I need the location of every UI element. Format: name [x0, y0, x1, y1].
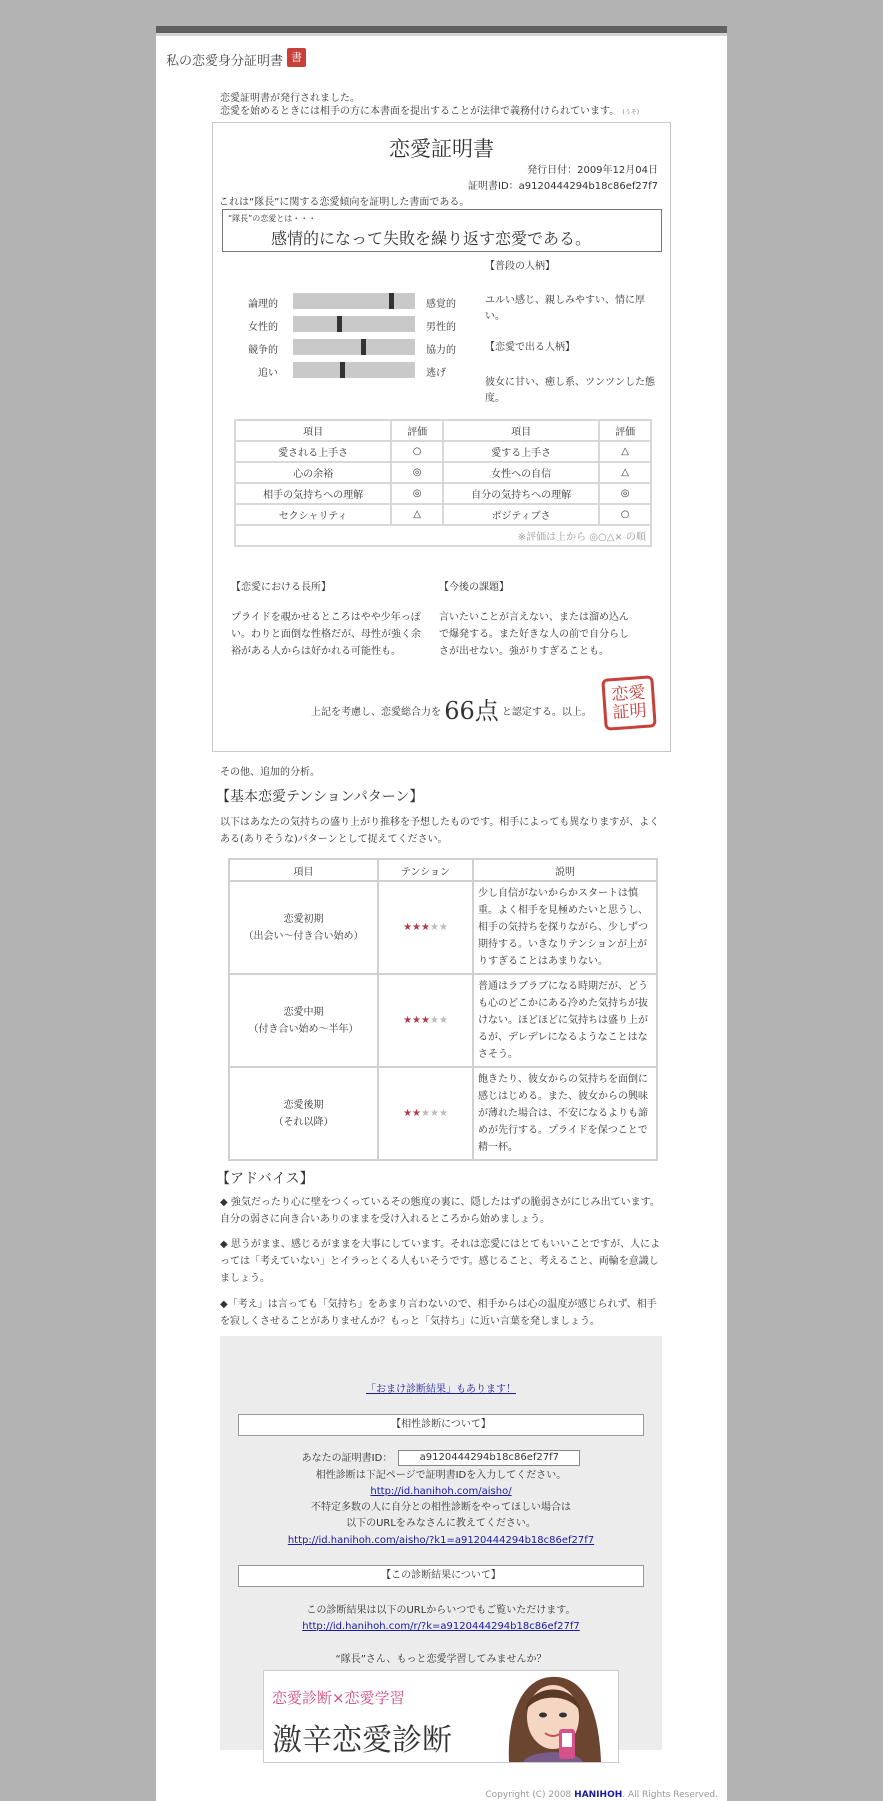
- trait-marker: [361, 339, 366, 355]
- evaluation-rating: ○: [391, 441, 443, 462]
- intro-line-2: [220, 105, 639, 119]
- trait-slider-row: [213, 339, 473, 357]
- diagnosis-banner[interactable]: [263, 1670, 619, 1763]
- evaluation-item: 女性への自信: [443, 462, 599, 483]
- tension-item: [229, 1067, 378, 1160]
- star-icon: ★: [412, 922, 422, 933]
- task-text: 言いたいことが言えない、または溜め込んで爆発する。また好きな人の前で自分らしさが出せない。強がりすぎることも。: [439, 612, 629, 657]
- persona-normal-text: ユルい感じ、親しみやすい、情に厚い。: [485, 295, 645, 322]
- compat-url-wrap: [220, 1484, 662, 1500]
- tension-desc: 少し自信がないからかスタートは慎重。よく相手を見極めたいと思うし、相手の気持ちを探りながら、少しずつ期待する。いきなりテンションが上がりすぎることはあまりない。: [473, 881, 657, 974]
- star-icon: ★: [421, 1108, 430, 1119]
- persona-normal-heading: 【普段の人柄】: [485, 261, 555, 272]
- evaluation-rating: ◎: [599, 483, 651, 504]
- trait-marker: [340, 362, 345, 378]
- summary-box: [222, 209, 662, 252]
- certificate-id: 証明書ID：a9120444294b18c86ef27f7: [468, 181, 658, 192]
- trait-right-label: 感覚的: [426, 299, 456, 310]
- star-icon: ★: [412, 1015, 422, 1026]
- intro-line-2-text: 恋愛を始めるときには相手の方に本書面を提出することが法律で義務付けられています。: [220, 106, 620, 117]
- certificate-id-field[interactable]: a9120444294b18c86ef27f7: [398, 1450, 580, 1466]
- trait-bar: [293, 293, 415, 309]
- compat-box-title: 【相性診断について】: [238, 1414, 644, 1436]
- eval-header-rating: 評価: [391, 420, 443, 441]
- evaluation-row: [235, 483, 651, 504]
- trait-right-label: 協力的: [426, 345, 456, 356]
- tension-phase: 恋愛初期: [283, 913, 324, 925]
- result-url-wrap: [220, 1619, 662, 1635]
- evaluation-row: [235, 504, 651, 525]
- intro-note: (うそ): [622, 109, 640, 116]
- eval-header-item: 項目: [235, 420, 391, 441]
- evaluation-row: [235, 441, 651, 462]
- tension-header-tension: テンション: [378, 859, 473, 881]
- trait-marker: [337, 316, 342, 332]
- tension-desc: 普通はラブラブになる時期だが、どうも心のどこかにある冷めた気持ちが抜けない。ほどほどに気持ちは盛り上がるが、デレデレになるようなことはなさそう。: [473, 974, 657, 1067]
- star-icon: ★: [438, 1108, 448, 1119]
- advice-2: ◆ 思うがまま、感じるがままを大事にしています。それは恋愛にはとてもいいことですが、人によっては「考えていない」とイラっとくる人もいそうです。感じること、考えること、両輪を意識しましょう。: [220, 1239, 661, 1284]
- site-title[interactable]: 私の恋愛身分証明書: [166, 54, 284, 69]
- footer-brand-link[interactable]: HANIHOH: [574, 1790, 623, 1800]
- evaluation-rating: ◎: [391, 483, 443, 504]
- compat-line-2: 不特定多数の人に自分との相性診断をやってほしい場合は: [311, 1502, 571, 1513]
- footer-pre: Copyright (C) 2008: [485, 1790, 575, 1800]
- trait-left-label: 女性的: [248, 322, 278, 333]
- star-icon: ★: [403, 922, 413, 933]
- evaluation-item: セクシャリティ: [235, 504, 391, 525]
- evaluation-rating: ○: [599, 504, 651, 525]
- trait-right-label: 逃げ: [426, 368, 446, 379]
- tension-phase: 恋愛後期: [283, 1099, 324, 1111]
- footer-post: . All Rights Reserved.: [622, 1790, 718, 1800]
- advice-3: ◆「考え」は言っても「気持ち」をあまり言わないので、相手からは心の温度が感じられず、相手を寂しくさせることがありませんか？もっと「気持ち」に近い言葉を発しましょう。: [220, 1299, 657, 1327]
- persona-love-text: 彼女に甘い、癒し系、ツンツンした態度。: [485, 377, 655, 404]
- tension-header-row: [229, 859, 657, 881]
- tension-phase: 恋愛中期: [283, 1006, 324, 1018]
- evaluation-table: [234, 419, 652, 547]
- bonus-panel: [220, 1336, 662, 1758]
- intro-line-1: 恋愛証明書が発行されました。: [220, 93, 360, 104]
- tension-period: （それ以降）: [273, 1116, 334, 1128]
- star-icon: ★: [403, 1108, 413, 1119]
- evaluation-item: 愛される上手さ: [235, 441, 391, 462]
- eval-header-item: 項目: [443, 420, 599, 441]
- trait-marker: [389, 293, 394, 309]
- evaluation-rating: △: [599, 441, 651, 462]
- summary-text: 感情的になって失敗を繰り返す恋愛である。: [271, 229, 592, 248]
- tension-header-desc: 説明: [473, 859, 657, 881]
- star-icon: ★: [421, 922, 430, 933]
- banner-line-2: 激辛恋愛診断: [272, 1723, 452, 1758]
- intro-text: [220, 92, 639, 119]
- trait-left-label: 競争的: [248, 345, 278, 356]
- summary-label: “隊長”の恋愛とは・・・: [228, 214, 317, 223]
- result-line: この診断結果は以下のURLからいつでもご覧いただけます。: [306, 1605, 576, 1616]
- evaluation-header-row: [235, 420, 651, 441]
- tension-item: [229, 881, 378, 974]
- star-icon: ★: [421, 1015, 430, 1026]
- tension-row: [229, 974, 657, 1067]
- evaluation-note: ※評価は上から ◎○△× の順: [235, 525, 651, 546]
- trait-slider-row: [213, 316, 473, 334]
- tension-header-item: 項目: [229, 859, 378, 881]
- result-url-link[interactable]: http://id.hanihoh.com/r/?k=a9120444294b18c86ef27f7: [302, 1621, 580, 1632]
- id-label: あなたの証明書ID：: [301, 1453, 393, 1464]
- bonus-link-wrap: [220, 1382, 662, 1398]
- pattern-intro: 以下はあなたの気持ちの盛り上がり推移を予想したものです。相手によっても異なりますが、よくある(ありそうな)パターンとして捉えてください。: [220, 817, 660, 845]
- tension-period: （付き合い始め～半年）: [248, 1023, 359, 1035]
- strength-heading: 【恋愛における長所】: [231, 582, 331, 593]
- advice-heading: 【アドバイス】: [216, 1171, 314, 1187]
- compat-url2-wrap: [220, 1533, 662, 1549]
- tension-row: [229, 881, 657, 974]
- evaluation-rating: ◎: [391, 462, 443, 483]
- tension-period: （出会い～付き合い始め）: [243, 930, 364, 942]
- persona-love-heading: 【恋愛で出る人柄】: [485, 342, 575, 353]
- result-box-title: 【この診断結果について】: [238, 1565, 644, 1587]
- footer: [156, 1790, 718, 1800]
- strength-text: プライドを覗かせるところはやや少年っぽい。わりと面倒な性格だが、母性が強く余裕がある人からは好かれる可能性も。: [231, 612, 421, 657]
- site-stamp-icon: 書: [287, 48, 306, 67]
- star-icon: ★: [429, 1015, 439, 1026]
- trait-left-label: 追い: [258, 368, 278, 379]
- evaluation-note-row: [235, 525, 651, 546]
- banner-line-1: 恋愛診断×恋愛学習: [272, 1689, 405, 1707]
- eval-header-rating: 評価: [599, 420, 651, 441]
- bonus-result-link[interactable]: 「おまけ診断結果」もあります！: [366, 1384, 516, 1395]
- trait-slider-row: [213, 293, 473, 311]
- total-points: 66点: [444, 697, 499, 725]
- evaluation-item: 心の余裕: [235, 462, 391, 483]
- evaluation-item: 相手の気持ちへの理解: [235, 483, 391, 504]
- tension-row: [229, 1067, 657, 1160]
- trait-slider-row: [213, 362, 473, 380]
- total-pre: 上記を考慮し、恋愛総合力を: [311, 707, 441, 718]
- evaluation-item: ポジティブさ: [443, 504, 599, 525]
- tension-stars: [378, 1067, 473, 1160]
- tension-table: [228, 858, 658, 1161]
- certificate-stamp: 恋愛証明: [601, 675, 657, 731]
- compat-url-link[interactable]: http://id.hanihoh.com/aisho/: [370, 1486, 512, 1497]
- star-icon: ★: [412, 1108, 422, 1119]
- top-bar: [156, 26, 727, 33]
- tension-stars: [378, 881, 473, 974]
- star-icon: ★: [438, 1015, 448, 1026]
- compat-url2-link[interactable]: http://id.hanihoh.com/aisho/?k1=a9120444294b18c86ef27f7: [287, 1535, 595, 1546]
- pattern-heading: 【基本恋愛テンションパターン】: [216, 789, 424, 805]
- star-icon: ★: [429, 922, 439, 933]
- task-heading: 【今後の課題】: [439, 582, 509, 593]
- learning-invite: “隊長”さん、もっと恋愛学習してみませんか？: [335, 1654, 547, 1665]
- total-post: と認定する。以上。: [501, 707, 592, 718]
- top-bar-accent: [156, 33, 727, 36]
- star-icon: ★: [438, 922, 448, 933]
- certificate-panel: [212, 122, 671, 752]
- trait-left-label: 論理的: [248, 299, 278, 310]
- tension-desc: 飽きたり、彼女からの気持ちを面倒に感じはじめる。また、彼女からの興味が薄れた場合は、不安になるよりも諦めが先行する。プライドを保つことで精一杯。: [473, 1067, 657, 1160]
- id-line: [220, 1450, 662, 1467]
- issue-date: 発行日付：2009年12月04日: [527, 165, 658, 176]
- certificate-title: 恋愛証明書: [389, 137, 494, 161]
- evaluation-row: [235, 462, 651, 483]
- evaluation-item: 自分の気持ちへの理解: [443, 483, 599, 504]
- trait-bar: [293, 339, 415, 355]
- evaluation-rating: △: [599, 462, 651, 483]
- compat-line-3: 以下のURLをみなさんに教えてください。: [346, 1518, 536, 1529]
- other-analysis-label: その他、追加的分析。: [220, 767, 320, 778]
- trait-bar: [293, 362, 415, 378]
- certificate-subject: これは“隊長”に関する恋愛傾向を証明した書面である。: [219, 197, 470, 208]
- evaluation-rating: △: [391, 504, 443, 525]
- trait-right-label: 男性的: [426, 322, 456, 333]
- advice-1: ◆ 強気だったり心に壁をつくっているその態度の裏に、隠したはずの脆弱さがにじみ出ています。自分の弱さに向き合いありのままを受け入れるところから始めましょう。: [220, 1197, 660, 1225]
- total-score-line: [311, 691, 592, 726]
- star-icon: ★: [403, 1015, 413, 1026]
- trait-bar: [293, 316, 415, 332]
- page: [156, 26, 727, 1801]
- tension-item: [229, 974, 378, 1067]
- woman-illustration-icon: [489, 1671, 614, 1762]
- star-icon: ★: [429, 1108, 439, 1119]
- compat-line-1: 相性診断は下記ページで証明書IDを入力してください。: [315, 1470, 567, 1481]
- evaluation-item: 愛する上手さ: [443, 441, 599, 462]
- tension-stars: [378, 974, 473, 1067]
